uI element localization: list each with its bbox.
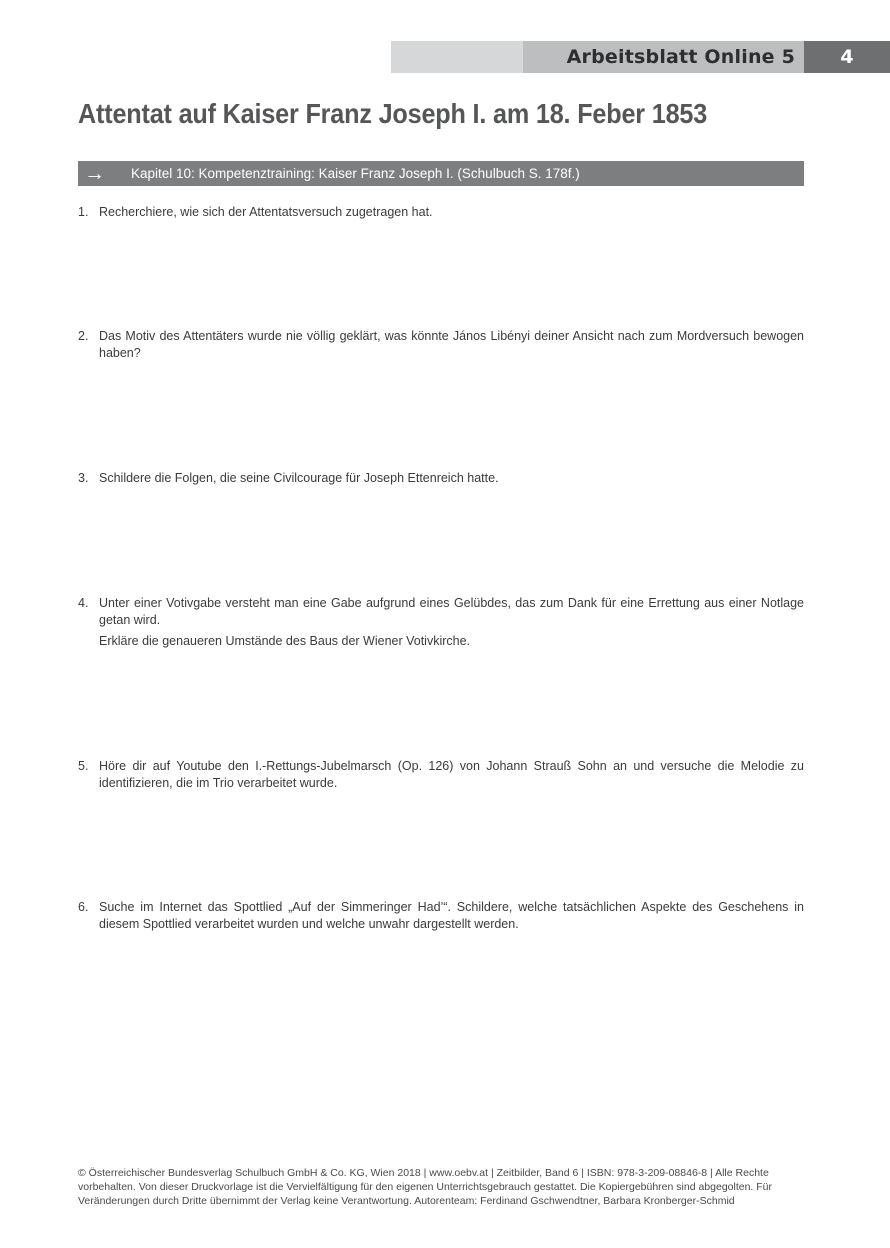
task-number: 4. <box>78 596 89 610</box>
task-text: Recherchiere, wie sich der Attentatsversuch zugetragen hat. <box>99 205 433 219</box>
task-4 <box>78 595 804 650</box>
worksheet-label: Arbeitsblatt Online 5 <box>566 46 795 68</box>
task-text: Suche im Internet das Spottlied „Auf der Simmeringer Had’“. Schildere, welche tatsächlichen Aspekte des Geschehens in diesem Spottlied verarbeitet wurden und welche unwahr dargestellt werden. <box>99 900 804 931</box>
task-number: 3. <box>78 471 89 485</box>
task-number: 5. <box>78 759 89 773</box>
header-band <box>523 41 804 73</box>
task-3 <box>78 470 804 487</box>
chapter-bar <box>78 161 804 186</box>
task-number: 6. <box>78 900 89 914</box>
task-1 <box>78 204 804 221</box>
page-number: 4 <box>804 41 890 73</box>
copyright-footer: © Österreichischer Bundesverlag Schulbuch GmbH & Co. KG, Wien 2018 | www.oebv.at | Zeitbilder, Band 6 | ISBN: 978-3-209-08846-8 | Alle Rechte vorbehalten. Von dieser Druckvorlage ist die Vervielfältigung für den eigenen Unterrichtsgebrauch gestattet. Die Kopiergebühren sind abgegolten. Für Veränderungen durch Dritte übernimmt der Verlag keine Verantwortung. Autorenteam: Ferdinand Gschwendtner, Barbara Kronberger-Schmid <box>78 1167 773 1207</box>
chapter-reference: Kapitel 10: Kompetenztraining: Kaiser Franz Joseph I. (Schulbuch S. 178f.) <box>131 166 580 181</box>
header-band-light <box>391 41 523 73</box>
task-text: Schildere die Folgen, die seine Civilcourage für Joseph Ettenreich hatte. <box>99 471 499 485</box>
task-text: Höre dir auf Youtube den I.-Rettungs-Jubelmarsch (Op. 126) von Johann Strauß Sohn an und versuche die Melodie zu identifizieren, die im Trio verarbeitet wurde. <box>99 759 804 790</box>
task-text-instruction: Erkläre die genaueren Umstände des Baus der Wiener Votivkirche. <box>99 634 471 648</box>
task-text: Das Motiv des Attentäters wurde nie völlig geklärt, was könnte János Libényi deiner Ansicht nach zum Mordversuch bewogen haben? <box>99 329 804 360</box>
arrow-right-icon: → <box>84 162 105 185</box>
task-number: 1. <box>78 205 89 219</box>
task-number: 2. <box>78 329 89 343</box>
task-2 <box>78 328 804 362</box>
page-title: Attentat auf Kaiser Franz Joseph I. am 18. Feber 1853 <box>78 98 708 129</box>
task-text: Unter einer Votivgabe versteht man eine Gabe aufgrund eines Gelübdes, das zum Dank für eine Errettung aus einer Notlage getan wird. <box>99 596 804 627</box>
task-6 <box>78 899 804 933</box>
task-5 <box>78 758 804 792</box>
